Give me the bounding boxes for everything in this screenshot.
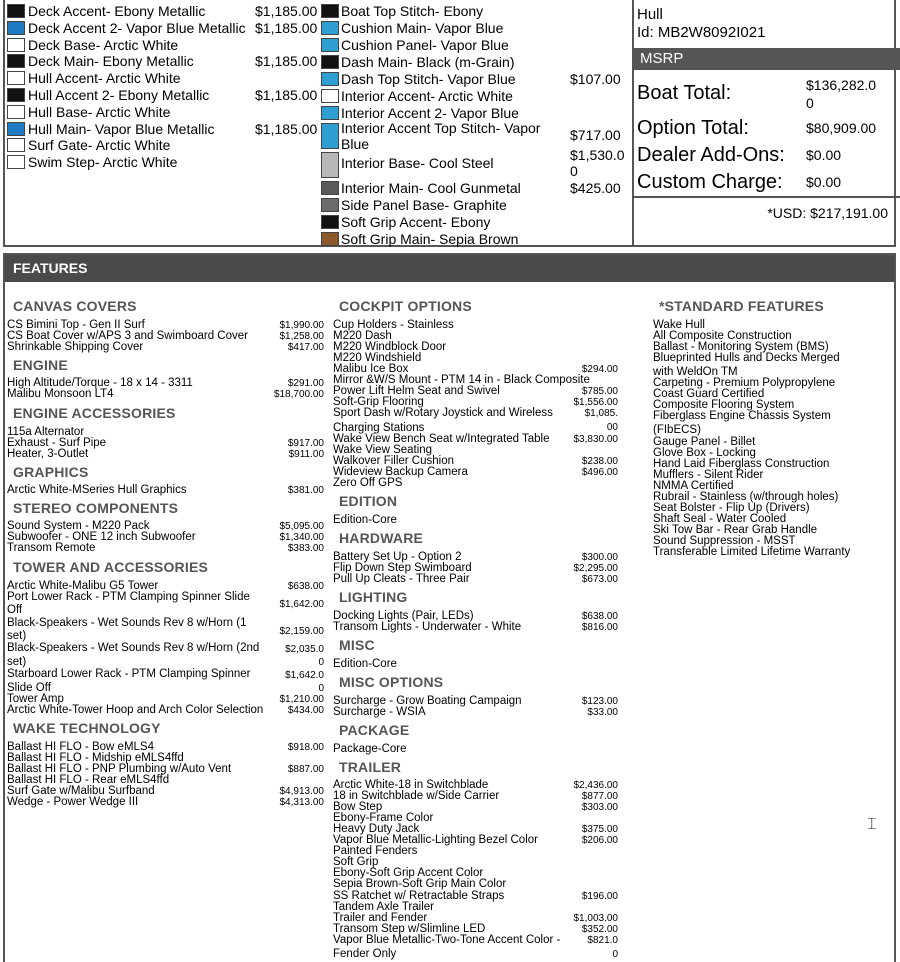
feature-item: Heavy Duty Jack bbox=[333, 823, 420, 835]
feature-price: $196.00 bbox=[581, 891, 618, 902]
boat-total-value-cont: 0 bbox=[806, 95, 814, 111]
feature-item: Arctic White-MSeries Hull Graphics bbox=[7, 484, 187, 496]
feature-price: $821.0 bbox=[587, 935, 618, 946]
color-price: $717.00 bbox=[570, 127, 621, 143]
feature-item: Ebony-Soft Grip Accent Color bbox=[333, 867, 484, 879]
color-swatch bbox=[7, 54, 25, 68]
feature-item: Bow Step bbox=[333, 801, 383, 813]
feature-price: $1,642.00 bbox=[279, 599, 324, 610]
color-swatch bbox=[321, 123, 339, 149]
feature-item: Ebony-Frame Color bbox=[333, 812, 434, 824]
color-price: $1,185.00 bbox=[255, 3, 318, 19]
feature-price: $434.00 bbox=[287, 705, 324, 716]
feature-price: $1,210.00 bbox=[279, 694, 324, 705]
feature-item: Black-Speakers - Wet Sounds Rev 8 w/Horn (2nd bbox=[7, 642, 260, 654]
color-price: $107.00 bbox=[570, 71, 621, 87]
color-label-cont: Blue bbox=[341, 136, 370, 152]
feature-price: $917.00 bbox=[287, 438, 324, 449]
section-heading: STEREO COMPONENTS bbox=[13, 500, 179, 516]
color-label: Soft Grip Main- Sepia Brown bbox=[341, 231, 519, 247]
feature-price: $291.00 bbox=[287, 378, 324, 389]
feature-price: $1,085. bbox=[584, 408, 618, 419]
feature-item: Wake Hull bbox=[653, 319, 705, 331]
feature-item: Transferable Limited Lifetime Warranty bbox=[653, 546, 851, 558]
feature-item: Vapor Blue Metallic-Lighting Bezel Color bbox=[333, 834, 538, 846]
color-swatch bbox=[7, 122, 25, 136]
feature-item: Mirror &W/S Mount - PTM 14 in - Black Composite bbox=[333, 374, 590, 386]
color-swatch bbox=[7, 21, 25, 35]
feature-price: $1,642.0 bbox=[285, 670, 324, 681]
color-price: $1,185.00 bbox=[255, 19, 318, 36]
feature-price: $381.00 bbox=[287, 485, 324, 496]
color-price: $1,185.00 bbox=[255, 120, 318, 137]
feature-item: Package-Core bbox=[333, 743, 407, 755]
color-swatch bbox=[321, 4, 339, 18]
feature-price: $1,258.00 bbox=[279, 331, 324, 342]
feature-item: Arctic White-Malibu G5 Tower bbox=[7, 580, 159, 592]
feature-item: Hand Laid Fiberglass Construction bbox=[653, 458, 830, 470]
section-heading: PACKAGE bbox=[339, 722, 410, 738]
color-swatch bbox=[321, 198, 339, 212]
section-heading: TRAILER bbox=[339, 759, 402, 775]
color-label: Interior Accent- Arctic White bbox=[341, 88, 513, 104]
feature-item: Black-Speakers - Wet Sounds Rev 8 w/Horn (1 bbox=[7, 617, 247, 629]
color-swatch bbox=[321, 152, 339, 178]
color-label: Deck Main- Ebony Metallic bbox=[28, 53, 194, 70]
custom-charge-value: $0.00 bbox=[806, 174, 842, 190]
feature-price: $206.00 bbox=[581, 835, 618, 846]
feature-item: Power Lift Helm Seat and Swivel bbox=[333, 385, 500, 397]
feature-item: Carpeting - Premium Polypropylene bbox=[653, 377, 836, 389]
feature-item: Transom Lights - Underwater - White bbox=[333, 621, 522, 633]
feature-item: Sound Suppression - MSST bbox=[653, 535, 796, 547]
color-price-cont: 0 bbox=[570, 163, 578, 179]
feature-price: $877.00 bbox=[581, 791, 618, 802]
feature-price: $383.00 bbox=[287, 543, 324, 554]
feature-item: Ballast HI FLO - Rear eMLS4ffd bbox=[7, 774, 170, 786]
feature-item: Transom Remote bbox=[7, 542, 96, 554]
feature-price: $1,990.00 bbox=[279, 320, 324, 331]
feature-item: Soft-Grip Flooring bbox=[333, 396, 424, 408]
feature-item: NMMA Certified bbox=[653, 480, 734, 492]
color-label: Dash Main- Black (m-Grain) bbox=[341, 54, 515, 70]
feature-price: $417.00 bbox=[287, 342, 324, 353]
feature-price: $2,159.00 bbox=[279, 626, 324, 637]
dealer-addons-label: Dealer Add-Ons: bbox=[637, 144, 785, 166]
color-swatch bbox=[321, 21, 339, 35]
feature-price: $2,035.0 bbox=[285, 644, 324, 655]
color-label: Hull Accent 2- Ebony Metallic bbox=[28, 87, 210, 103]
feature-item: Tower Amp bbox=[7, 693, 64, 705]
feature-price: $1,340.00 bbox=[279, 532, 324, 543]
boat-total-value: $136,282.0 bbox=[806, 77, 877, 93]
section-heading: MISC bbox=[339, 637, 375, 653]
color-label: Deck Accent- Ebony Metallic bbox=[28, 3, 206, 19]
feature-price: $33.00 bbox=[587, 707, 618, 718]
feature-item: Coast Guard Certified bbox=[653, 388, 765, 400]
feature-price: $5,095.00 bbox=[279, 521, 324, 532]
color-swatch bbox=[321, 232, 339, 246]
text-cursor-icon: ⌶ bbox=[867, 814, 877, 833]
feature-item: Painted Fenders bbox=[333, 845, 418, 857]
feature-price: 0 bbox=[612, 949, 618, 960]
feature-item: CS Boat Cover w/APS 3 and Swimboard Cover bbox=[7, 330, 248, 342]
feature-price: $123.00 bbox=[581, 696, 618, 707]
feature-price: $2,436.00 bbox=[573, 780, 618, 791]
feature-item: Fiberglass Engine Chassis System bbox=[653, 410, 831, 422]
color-label: Deck Base- Arctic White bbox=[28, 36, 179, 53]
color-swatch bbox=[321, 215, 339, 229]
feature-item: Charging Stations bbox=[333, 422, 425, 434]
feature-price: $816.00 bbox=[581, 622, 618, 633]
feature-item: Battery Set Up - Option 2 bbox=[333, 551, 462, 563]
section-heading: MISC OPTIONS bbox=[339, 674, 444, 690]
color-swatch bbox=[7, 38, 25, 52]
custom-charge-label: Custom Charge: bbox=[637, 171, 783, 193]
feature-item: Blueprinted Hulls and Decks Merged bbox=[653, 352, 840, 364]
feature-price: 0 bbox=[318, 657, 324, 668]
feature-item: Mufflers - Silent Rider bbox=[653, 469, 764, 481]
feature-item: Ballast HI FLO - Bow eMLS4 bbox=[7, 741, 154, 753]
color-label: Hull Base- Arctic White bbox=[28, 103, 171, 120]
color-label: Surf Gate- Arctic White bbox=[28, 137, 171, 154]
feature-price: $4,913.00 bbox=[279, 786, 324, 797]
feature-item: set) bbox=[7, 656, 27, 668]
feature-item: Transom Step w/Slimline LED bbox=[333, 923, 486, 935]
feature-item: Port Lower Rack - PTM Clamping Spinner Slide bbox=[7, 591, 250, 603]
feature-item: M220 Windblock Door bbox=[333, 341, 447, 353]
color-swatch bbox=[321, 89, 339, 103]
color-swatch bbox=[321, 106, 339, 120]
feature-item: Malibu Monsoon LT4 bbox=[7, 388, 114, 400]
feature-item: Trailer and Fender bbox=[333, 912, 428, 924]
feature-price: $3,830.00 bbox=[573, 434, 618, 445]
usd-total: *USD: $217,191.00 bbox=[767, 205, 888, 221]
feature-item: Slide Off bbox=[7, 682, 51, 694]
feature-item: Arctic White-Tower Hoop and Arch Color Selection bbox=[7, 704, 264, 716]
color-label: Deck Accent 2- Vapor Blue Metallic bbox=[28, 19, 246, 36]
color-swatch bbox=[321, 55, 339, 69]
feature-item: Cup Holders - Stainless bbox=[333, 319, 454, 331]
feature-item: Sepia Brown-Soft Grip Main Color bbox=[333, 878, 507, 890]
hull-title: Hull bbox=[637, 6, 663, 23]
color-label: Interior Base- Cool Steel bbox=[341, 155, 494, 171]
feature-price: $1,556.00 bbox=[573, 397, 618, 408]
feature-item: High Altitude/Torque - 18 x 14 - 3311 bbox=[7, 377, 193, 389]
feature-price: $18,700.00 bbox=[273, 389, 324, 400]
feature-price: $4,313.00 bbox=[279, 797, 324, 808]
color-label: Interior Main- Cool Gunmetal bbox=[341, 180, 521, 196]
option-total-value: $80,909.00 bbox=[806, 120, 877, 136]
feature-price: $496.00 bbox=[581, 467, 618, 478]
color-label: Boat Top Stitch- Ebony bbox=[341, 3, 484, 19]
color-label: Interior Accent 2- Vapor Blue bbox=[341, 105, 519, 121]
feature-item: M220 Windshield bbox=[333, 352, 422, 364]
feature-price: $638.00 bbox=[581, 611, 618, 622]
feature-price: 00 bbox=[606, 422, 618, 433]
section-heading: GRAPHICS bbox=[13, 464, 89, 480]
feature-item: Wake View Seating bbox=[333, 444, 433, 456]
feature-item: Wedge - Power Wedge III bbox=[7, 796, 139, 808]
feature-price: $2,295.00 bbox=[573, 563, 618, 574]
feature-item: Sound System - M220 Pack bbox=[7, 520, 150, 532]
boat-total-label: Boat Total: bbox=[637, 82, 732, 104]
feature-item: Sport Dash w/Rotary Joystick and Wireless bbox=[333, 407, 553, 419]
section-heading: WAKE TECHNOLOGY bbox=[13, 720, 161, 736]
color-label: Cushion Panel- Vapor Blue bbox=[341, 37, 509, 53]
feature-item: Fender Only bbox=[333, 948, 397, 960]
feature-item: Ski Tow Bar - Rear Grab Handle bbox=[653, 524, 818, 536]
feature-item: Glove Box - Locking bbox=[653, 447, 756, 459]
feature-price: $375.00 bbox=[581, 824, 618, 835]
feature-item: Surcharge - WSIA bbox=[333, 706, 426, 718]
color-label: Side Panel Base- Graphite bbox=[341, 197, 507, 213]
feature-item: Walkover Filler Cushion bbox=[333, 455, 454, 467]
section-heading: TOWER AND ACCESSORIES bbox=[13, 559, 209, 575]
feature-item: Pull Up Cleats - Three Pair bbox=[333, 573, 470, 585]
color-swatch bbox=[7, 105, 25, 119]
feature-item: Subwoofer - ONE 12 inch Subwoofer bbox=[7, 531, 196, 543]
feature-item: Shrinkable Shipping Cover bbox=[7, 341, 144, 353]
feature-price: $673.00 bbox=[581, 574, 618, 585]
feature-item: M220 Dash bbox=[333, 330, 392, 342]
hull-id: Id: MB2W8092I021 bbox=[637, 24, 766, 41]
color-price: $1,530.0 bbox=[570, 147, 625, 163]
section-heading: LIGHTING bbox=[339, 589, 408, 605]
feature-price: $238.00 bbox=[581, 456, 618, 467]
feature-price: $303.00 bbox=[581, 802, 618, 813]
color-label: Cushion Main- Vapor Blue bbox=[341, 20, 504, 36]
feature-item: Arctic White-18 in Switchblade bbox=[333, 779, 489, 791]
feature-price: $785.00 bbox=[581, 386, 618, 397]
feature-item: Soft Grip bbox=[333, 856, 379, 868]
color-price: $425.00 bbox=[570, 180, 621, 196]
feature-item: Exhaust - Surf Pipe bbox=[7, 437, 107, 449]
feature-item: Heater, 3-Outlet bbox=[7, 448, 89, 460]
color-label: Soft Grip Accent- Ebony bbox=[341, 214, 491, 230]
feature-item: Gauge Panel - Billet bbox=[653, 436, 756, 448]
feature-item: Malibu Ice Box bbox=[333, 363, 409, 375]
color-swatch bbox=[7, 155, 25, 169]
feature-price: $300.00 bbox=[581, 552, 618, 563]
feature-price: $294.00 bbox=[581, 364, 618, 375]
hull-summary-panel bbox=[632, 0, 900, 247]
dealer-addons-value: $0.00 bbox=[806, 147, 842, 163]
color-swatch bbox=[321, 38, 339, 52]
feature-item: Shaft Seal - Water Cooled bbox=[653, 513, 787, 525]
feature-price: $918.00 bbox=[287, 742, 324, 753]
section-heading: CANVAS COVERS bbox=[13, 298, 137, 314]
feature-item: Surcharge - Grow Boating Campaign bbox=[333, 695, 522, 707]
section-heading: HARDWARE bbox=[339, 530, 424, 546]
feature-price: $1,003.00 bbox=[573, 913, 618, 924]
feature-price: 0 bbox=[318, 683, 324, 694]
color-swatch bbox=[7, 88, 25, 102]
color-label: Dash Top Stitch- Vapor Blue bbox=[341, 71, 516, 87]
color-price: $1,185.00 bbox=[255, 53, 318, 70]
features-header: FEATURES bbox=[5, 255, 894, 282]
color-swatch bbox=[321, 181, 339, 195]
feature-item: All Composite Construction bbox=[653, 330, 792, 342]
feature-item: Ballast HI FLO - PNP Plumbing w/Auto Vent bbox=[7, 763, 232, 775]
feature-price: $638.00 bbox=[287, 581, 324, 592]
section-heading: ENGINE ACCESSORIES bbox=[13, 405, 176, 421]
option-total-label: Option Total: bbox=[637, 117, 749, 139]
feature-item: Off bbox=[7, 604, 23, 616]
feature-item: Composite Flooring System bbox=[653, 399, 795, 411]
feature-item: Flip Down Step Swimboard bbox=[333, 562, 472, 574]
feature-item: Edition-Core bbox=[333, 658, 397, 670]
feature-item: Wideview Backup Camera bbox=[333, 466, 468, 478]
color-label: Hull Accent- Arctic White bbox=[28, 70, 181, 87]
color-swatch bbox=[7, 138, 25, 152]
color-label: Swim Step- Arctic White bbox=[28, 154, 178, 171]
feature-item: CS Bimini Top - Gen II Surf bbox=[7, 319, 145, 331]
feature-item: SS Ratchet w/ Retractable Straps bbox=[333, 890, 505, 902]
feature-item: Starboard Lower Rack - PTM Clamping Spinner bbox=[7, 668, 251, 680]
color-label: Hull Main- Vapor Blue Metallic bbox=[28, 120, 215, 137]
feature-price: $911.00 bbox=[288, 449, 324, 460]
color-swatch bbox=[7, 71, 25, 85]
feature-item: with WeldOn TM bbox=[653, 366, 738, 378]
feature-item: Seat Bolster - Flip Up (Drivers) bbox=[653, 502, 810, 514]
feature-item: Edition-Core bbox=[333, 514, 397, 526]
feature-item: Ballast - Monitoring System (BMS) bbox=[653, 341, 829, 353]
feature-item: Ballast HI FLO - Midship eMLS4ffd bbox=[7, 752, 184, 764]
feature-item: Rubrail - Stainless (w/through holes) bbox=[653, 491, 839, 503]
feature-item: (FIbECS) bbox=[653, 424, 701, 436]
msrp-header: MSRP bbox=[634, 48, 900, 70]
section-heading: ENGINE bbox=[13, 357, 68, 373]
feature-item: 18 in Switchblade w/Side Carrier bbox=[333, 790, 500, 802]
feature-item: Docking Lights (Pair, LEDs) bbox=[333, 610, 474, 622]
feature-item: Zero Off GPS bbox=[333, 477, 403, 489]
feature-item: Vapor Blue Metallic-Two-Tone Accent Color - bbox=[333, 934, 561, 946]
color-swatch bbox=[321, 72, 339, 86]
feature-item: Surf Gate w/Malibu Surfband bbox=[7, 785, 155, 797]
color-price: $1,185.00 bbox=[255, 87, 318, 103]
section-heading: COCKPIT OPTIONS bbox=[339, 298, 472, 314]
feature-item: 115a Alternator bbox=[7, 426, 85, 438]
section-heading: *STANDARD FEATURES bbox=[659, 298, 824, 314]
color-label: Interior Accent Top Stitch- Vapor bbox=[341, 120, 541, 136]
feature-price: $352.00 bbox=[581, 924, 618, 935]
color-swatch bbox=[7, 4, 25, 18]
feature-item: Wake View Bench Seat w/Integrated Table bbox=[333, 433, 550, 445]
feature-price: $887.00 bbox=[287, 764, 324, 775]
feature-item: set) bbox=[7, 630, 27, 642]
section-heading: EDITION bbox=[339, 493, 398, 509]
feature-item: Tandem Axle Trailer bbox=[333, 901, 434, 913]
